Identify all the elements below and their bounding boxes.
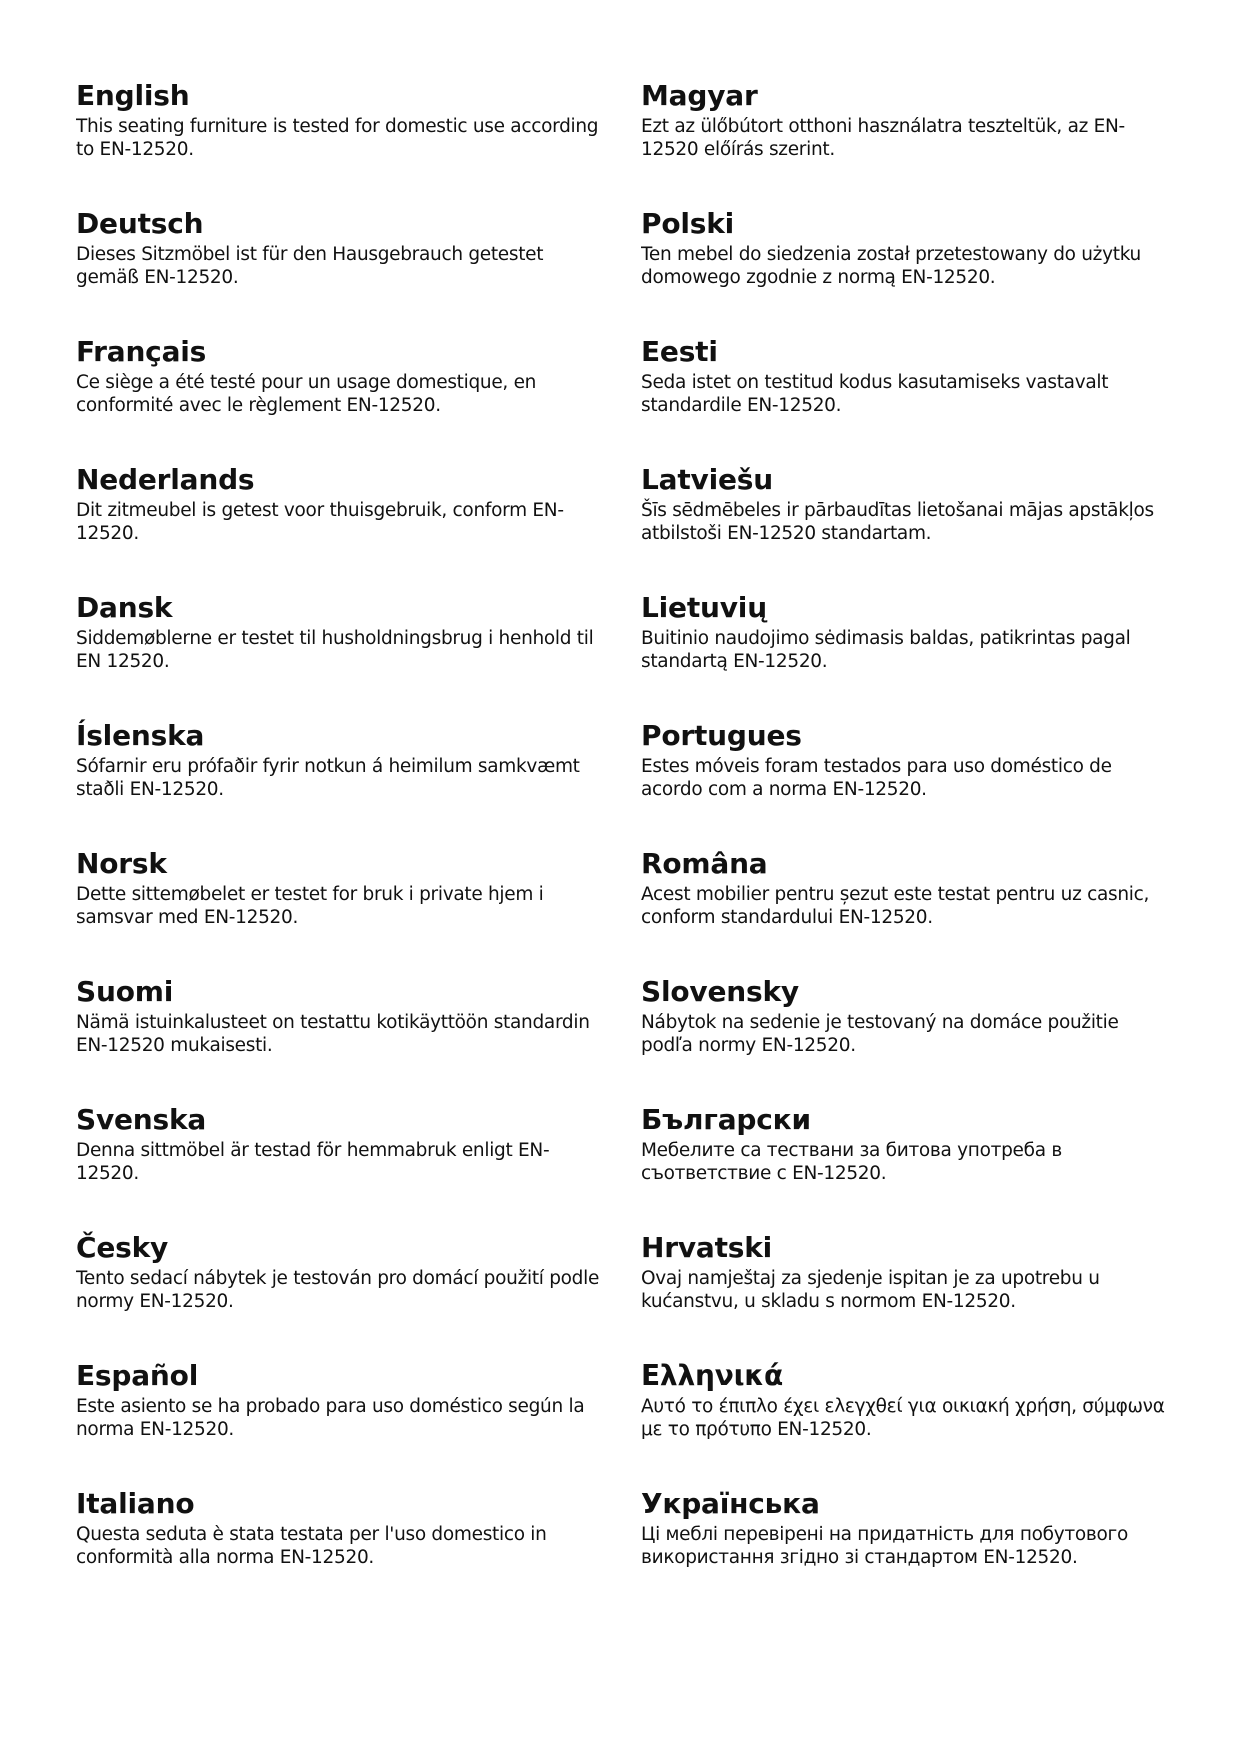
- language-statement: Ten mebel do siedzenia został przetestowany do użytku domowego zgodnie z normą EN-12520.: [641, 244, 1141, 288]
- language-title: Česky: [76, 1231, 169, 1264]
- language-statement: Мебелите са тествани за битова употреба в съответствие с EN-12520.: [641, 1140, 1062, 1184]
- language-entry-polski: [641, 207, 1171, 335]
- language-entry-norsk: [76, 847, 606, 975]
- language-entry-greek: [641, 1359, 1171, 1487]
- left-column: [76, 79, 606, 1615]
- language-title: Українська: [641, 1487, 820, 1520]
- language-statement: This seating furniture is tested for domestic use according to EN-12520.: [76, 116, 599, 160]
- language-statement: Este asiento se ha probado para uso doméstico según la norma EN-12520.: [76, 1396, 585, 1440]
- language-entry-islenska: [76, 719, 606, 847]
- language-entry-svenska: [76, 1103, 606, 1231]
- language-statement: Αυτό το έπιπλο έχει ελεγχθεί για οικιακή χρήση, σύμφωνα με το πρότυπο EN-12520.: [641, 1396, 1165, 1440]
- language-title: Slovensky: [641, 975, 799, 1008]
- language-title: Ελληνικά: [641, 1359, 784, 1392]
- language-title: Deutsch: [76, 207, 204, 240]
- language-entry-romana: [641, 847, 1171, 975]
- language-title: Latviešu: [641, 463, 773, 496]
- language-title: Nederlands: [76, 463, 255, 496]
- language-title: Norsk: [76, 847, 167, 880]
- language-entry-francais: [76, 335, 606, 463]
- right-column: [641, 79, 1171, 1615]
- language-statement: Questa seduta è stata testata per l'uso domestico in conformità alla norma EN-12520.: [76, 1524, 547, 1568]
- language-title: Italiano: [76, 1487, 195, 1520]
- language-statement: Denna sittmöbel är testad för hemmabruk enligt EN-12520.: [76, 1140, 550, 1184]
- language-title: Polski: [641, 207, 735, 240]
- language-entry-ukrainian: [641, 1487, 1171, 1615]
- language-entry-lietuviu: [641, 591, 1171, 719]
- language-title: Español: [76, 1359, 199, 1392]
- language-statement: Seda istet on testitud kodus kasutamiseks vastavalt standardile EN-12520.: [641, 372, 1109, 416]
- language-statement: Dit zitmeubel is getest voor thuisgebruik, conform EN-12520.: [76, 500, 564, 544]
- language-entry-slovensky: [641, 975, 1171, 1103]
- language-statement: Dette sittemøbelet er testet for bruk i private hjem i samsvar med EN-12520.: [76, 884, 544, 928]
- language-statement: Ezt az ülőbútort otthoni használatra teszteltük, az EN-12520 előírás szerint.: [641, 116, 1125, 160]
- language-title: Íslenska: [76, 719, 205, 752]
- language-statement: Nämä istuinkalusteet on testattu kotikäyttöön standardin EN-12520 mukaisesti.: [76, 1012, 590, 1056]
- language-title: Portugues: [641, 719, 802, 752]
- language-entry-espanol: [76, 1359, 606, 1487]
- language-title: Magyar: [641, 79, 758, 112]
- language-entry-english: [76, 79, 606, 207]
- language-statement: Estes móveis foram testados para uso doméstico de acordo com a norma EN-12520.: [641, 756, 1112, 800]
- language-entry-latviesu: [641, 463, 1171, 591]
- language-title: Français: [76, 335, 207, 368]
- language-statement: Ce siège a été testé pour un usage domestique, en conformité avec le règlement EN-12520.: [76, 372, 537, 416]
- language-entry-bulgarian: [641, 1103, 1171, 1231]
- language-statement: Šīs sēdmēbeles ir pārbaudītas lietošanai mājas apstākļos atbilstoši EN-12520 standartam.: [641, 500, 1154, 544]
- language-entry-italiano: [76, 1487, 606, 1615]
- language-statement: Ці меблі перевірені на придатність для побутового використання згідно зі стандартом EN-12520.: [641, 1524, 1128, 1568]
- language-statement: Buitinio naudojimo sėdimasis baldas, patikrintas pagal standartą EN-12520.: [641, 628, 1131, 672]
- language-title: Svenska: [76, 1103, 207, 1136]
- language-statement: Acest mobilier pentru șezut este testat pentru uz casnic, conform standardului EN-12520.: [641, 884, 1150, 928]
- language-title: Româna: [641, 847, 768, 880]
- language-title: Lietuvių: [641, 591, 767, 624]
- language-entry-eesti: [641, 335, 1171, 463]
- language-title: English: [76, 79, 190, 112]
- language-entry-cesky: [76, 1231, 606, 1359]
- language-entry-magyar: [641, 79, 1171, 207]
- language-statement: Nábytok na sedenie je testovaný na domáce použitie podľa normy EN-12520.: [641, 1012, 1119, 1056]
- language-statement: Ovaj namještaj za sjedenje ispitan je za upotrebu u kućanstvu, u skladu s normom EN-12520.: [641, 1268, 1100, 1312]
- language-entry-deutsch: [76, 207, 606, 335]
- language-title: Hrvatski: [641, 1231, 773, 1264]
- language-title: Eesti: [641, 335, 718, 368]
- language-entry-hrvatski: [641, 1231, 1171, 1359]
- language-entry-portugues: [641, 719, 1171, 847]
- language-title: Dansk: [76, 591, 173, 624]
- language-entry-suomi: [76, 975, 606, 1103]
- language-title: Български: [641, 1103, 811, 1136]
- language-statement: Sófarnir eru prófaðir fyrir notkun á heimilum samkvæmt staðli EN-12520.: [76, 756, 580, 800]
- language-statement: Dieses Sitzmöbel ist für den Hausgebrauch getestet gemäß EN-12520.: [76, 244, 544, 288]
- language-title: Suomi: [76, 975, 174, 1008]
- language-statement: Siddemøblerne er testet til husholdningsbrug i henhold til EN 12520.: [76, 628, 594, 672]
- language-entry-nederlands: [76, 463, 606, 591]
- language-entry-dansk: [76, 591, 606, 719]
- language-statement: Tento sedací nábytek je testován pro domácí použití podle normy EN-12520.: [76, 1268, 600, 1312]
